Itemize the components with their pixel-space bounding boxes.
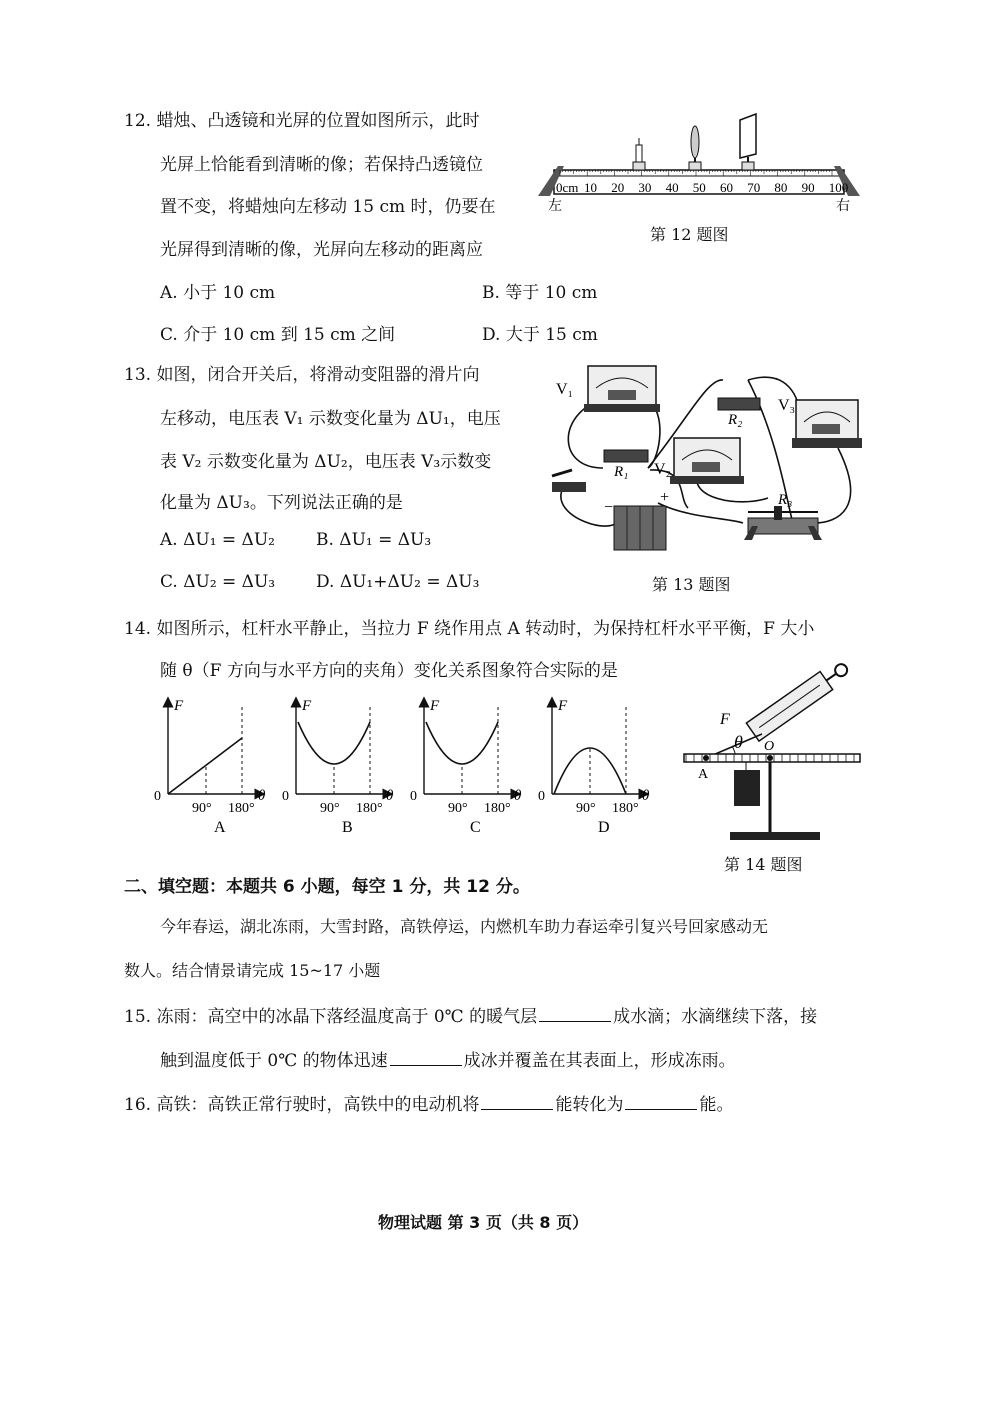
weight-block: [734, 770, 760, 806]
ruler-tick-label: 60: [720, 180, 733, 195]
axis-label-y: F: [558, 698, 568, 714]
label-r1: R₁: [614, 464, 629, 480]
q12-option-a: A. 小于 10 cm: [160, 283, 276, 303]
q16-text-b: 能转化为: [555, 1095, 624, 1115]
voltmeter-v1-icon: [584, 366, 660, 412]
q13-option-c: C. ΔU₂ = ΔU₃: [160, 572, 276, 592]
label-O: O: [764, 739, 775, 754]
ruler-left-label: 左: [548, 199, 562, 214]
axis-label-y: F: [302, 698, 312, 714]
graph-curve: [426, 722, 498, 764]
q15-blank-2[interactable]: [390, 1064, 462, 1066]
q14-line-1: 14. 如图所示，杠杆水平静止，当拉力 F 绕作用点 A 转动时，为保持杠杆水平平衡，F 大小: [124, 619, 815, 639]
graph-letter: C: [470, 819, 481, 836]
q16-text-c: 能。: [699, 1095, 734, 1115]
graph-D: [538, 698, 650, 836]
q15-line-1: [124, 1002, 817, 1027]
label-r2: R₂: [728, 412, 743, 428]
q16-blank-1[interactable]: [481, 1108, 553, 1110]
graph-B: [282, 698, 394, 836]
q13-option-a: A. ΔU₁ = ΔU₂: [160, 530, 275, 550]
ruler-tick-label: 50: [692, 180, 706, 195]
battery-plus-label: +: [660, 489, 670, 506]
q12-line-2: 光屏上恰能看到清晰的像；若保持凸透镜位: [160, 155, 483, 175]
q12-option-c: C. 介于 10 cm 到 15 cm 之间: [160, 325, 396, 345]
section-2-intro-1: 今年春运，湖北冻雨，大雪封路，高铁停运，内燃机车助力春运牵引复兴号回家感动无: [160, 917, 769, 936]
ruler-tick-label: 10: [584, 180, 597, 195]
axis-label-x: θ: [386, 788, 394, 804]
optical-bench-figure: [528, 110, 868, 220]
rheostat-r3-icon: [744, 506, 822, 540]
battery-minus-label: −: [604, 499, 614, 516]
q14-graphs: [150, 696, 670, 836]
q13-line-4: 化量为 ΔU₃。下列说法正确的是: [160, 493, 403, 513]
graph-C: [410, 698, 522, 836]
axis-label-x: θ: [258, 788, 266, 804]
ruler-tick-label: 30: [638, 180, 652, 195]
ruler-tick-label: 80: [774, 180, 788, 195]
q16-text-a: 16. 高铁：高铁正常行驶时，高铁中的电动机将: [124, 1095, 480, 1115]
voltmeter-v3-icon: [792, 400, 862, 448]
convex-lens-icon: [689, 126, 701, 170]
q15-line-2: [160, 1046, 736, 1071]
axis-label-x: θ: [642, 788, 650, 804]
battery-icon: [614, 506, 666, 550]
axis-origin: 0: [538, 789, 545, 804]
ruler-tick-label: 20: [611, 180, 625, 195]
graph-curve: [298, 722, 370, 764]
ruler-right-label: 右: [836, 199, 850, 214]
axis-origin: 0: [410, 789, 417, 804]
candle-icon: [633, 138, 645, 170]
label-F: F: [720, 711, 730, 728]
q13-line-3: 表 V₂ 示数变化量为 ΔU₂，电压表 V₃示数变: [160, 452, 492, 472]
graph-letter: B: [342, 819, 353, 836]
graph-letter: A: [214, 819, 226, 836]
q15-text-2b: 成冰并覆盖在其表面上，形成冻雨。: [463, 1051, 736, 1071]
q15-text-2a: 触到温度低于 0℃ 的物体迅速: [160, 1051, 388, 1071]
q13-option-b: B. ΔU₁ = ΔU₃: [316, 530, 432, 550]
q13-line-1: 13. 如图，闭合开关后，将滑动变阻器的滑片向: [124, 365, 480, 385]
label-v3: V₃: [778, 397, 796, 414]
ruler-tick-label: 90: [801, 180, 815, 195]
axis-label-y: F: [174, 698, 184, 714]
tick-180: 180°: [612, 801, 639, 816]
ruler-tick-label: 70: [747, 180, 761, 195]
circuit-figure: [538, 358, 868, 578]
q12-option-d: D. 大于 15 cm: [482, 325, 598, 345]
q15-blank-1[interactable]: [539, 1020, 611, 1022]
q13-figure-caption: 第 13 题图: [652, 575, 731, 594]
q13-option-d: D. ΔU₁+ΔU₂ = ΔU₃: [316, 572, 480, 592]
axis-origin: 0: [282, 789, 289, 804]
page-footer: 物理试题 第 3 页（共 8 页）: [378, 1213, 589, 1232]
q14-figure-caption: 第 14 题图: [724, 855, 803, 874]
label-r3: R₃: [778, 492, 793, 508]
axis-label-x: θ: [514, 788, 522, 804]
tick-90: 90°: [320, 801, 340, 816]
axis-origin: 0: [154, 789, 161, 804]
q15-text-1b: 成水滴；水滴继续下落，接: [613, 1007, 818, 1027]
section-2-title: 二、填空题：本题共 6 小题，每空 1 分，共 12 分。: [124, 877, 530, 897]
graph-letter: D: [598, 819, 610, 836]
q13-line-2: 左移动，电压表 V₁ 示数变化量为 ΔU₁，电压: [160, 409, 501, 429]
tick-180: 180°: [228, 801, 255, 816]
tick-90: 90°: [192, 801, 212, 816]
q16-line: [124, 1090, 733, 1115]
q12-line-4: 光屏得到清晰的像，光屏向左移动的距离应: [160, 240, 483, 260]
tick-180: 180°: [356, 801, 383, 816]
tick-90: 90°: [576, 801, 596, 816]
q12-line-3: 置不变，将蜡烛向左移动 15 cm 时，仍要在: [160, 197, 496, 217]
graph-A: [154, 698, 266, 836]
q12-line-1: 12. 蜡烛、凸透镜和光屏的位置如图所示，此时: [124, 111, 480, 131]
q14-line-2: 随 θ（F 方向与水平方向的夹角）变化关系图象符合实际的是: [160, 661, 618, 681]
light-screen-icon: [740, 114, 756, 170]
label-v2: V₂: [654, 461, 672, 478]
label-theta: θ: [734, 732, 743, 752]
ruler-tick-label: 40: [665, 180, 679, 195]
resistor-r2-icon: [718, 398, 760, 410]
q16-blank-2[interactable]: [625, 1108, 697, 1110]
lever-figure: [676, 650, 876, 850]
tick-90: 90°: [448, 801, 468, 816]
ruler-tick-label: 100: [828, 180, 849, 195]
label-v1: V₁: [556, 381, 574, 398]
graph-curve: [168, 738, 242, 794]
label-A: A: [698, 767, 709, 782]
spring-scale-icon: [746, 658, 852, 741]
voltmeter-v2-icon: [670, 438, 744, 484]
axis-label-y: F: [430, 698, 440, 714]
switch-icon: [552, 470, 586, 492]
section-2-intro-2: 数人。结合情景请完成 15~17 小题: [124, 961, 381, 980]
q15-text-1a: 15. 冻雨：高空中的冰晶下落经温度高于 0℃ 的暖气层: [124, 1007, 538, 1027]
q12-option-b: B. 等于 10 cm: [482, 283, 598, 303]
ruler-unit: 0cm: [556, 180, 579, 195]
q12-figure-caption: 第 12 题图: [650, 225, 729, 244]
tick-180: 180°: [484, 801, 511, 816]
resistor-r1-icon: [604, 450, 648, 462]
